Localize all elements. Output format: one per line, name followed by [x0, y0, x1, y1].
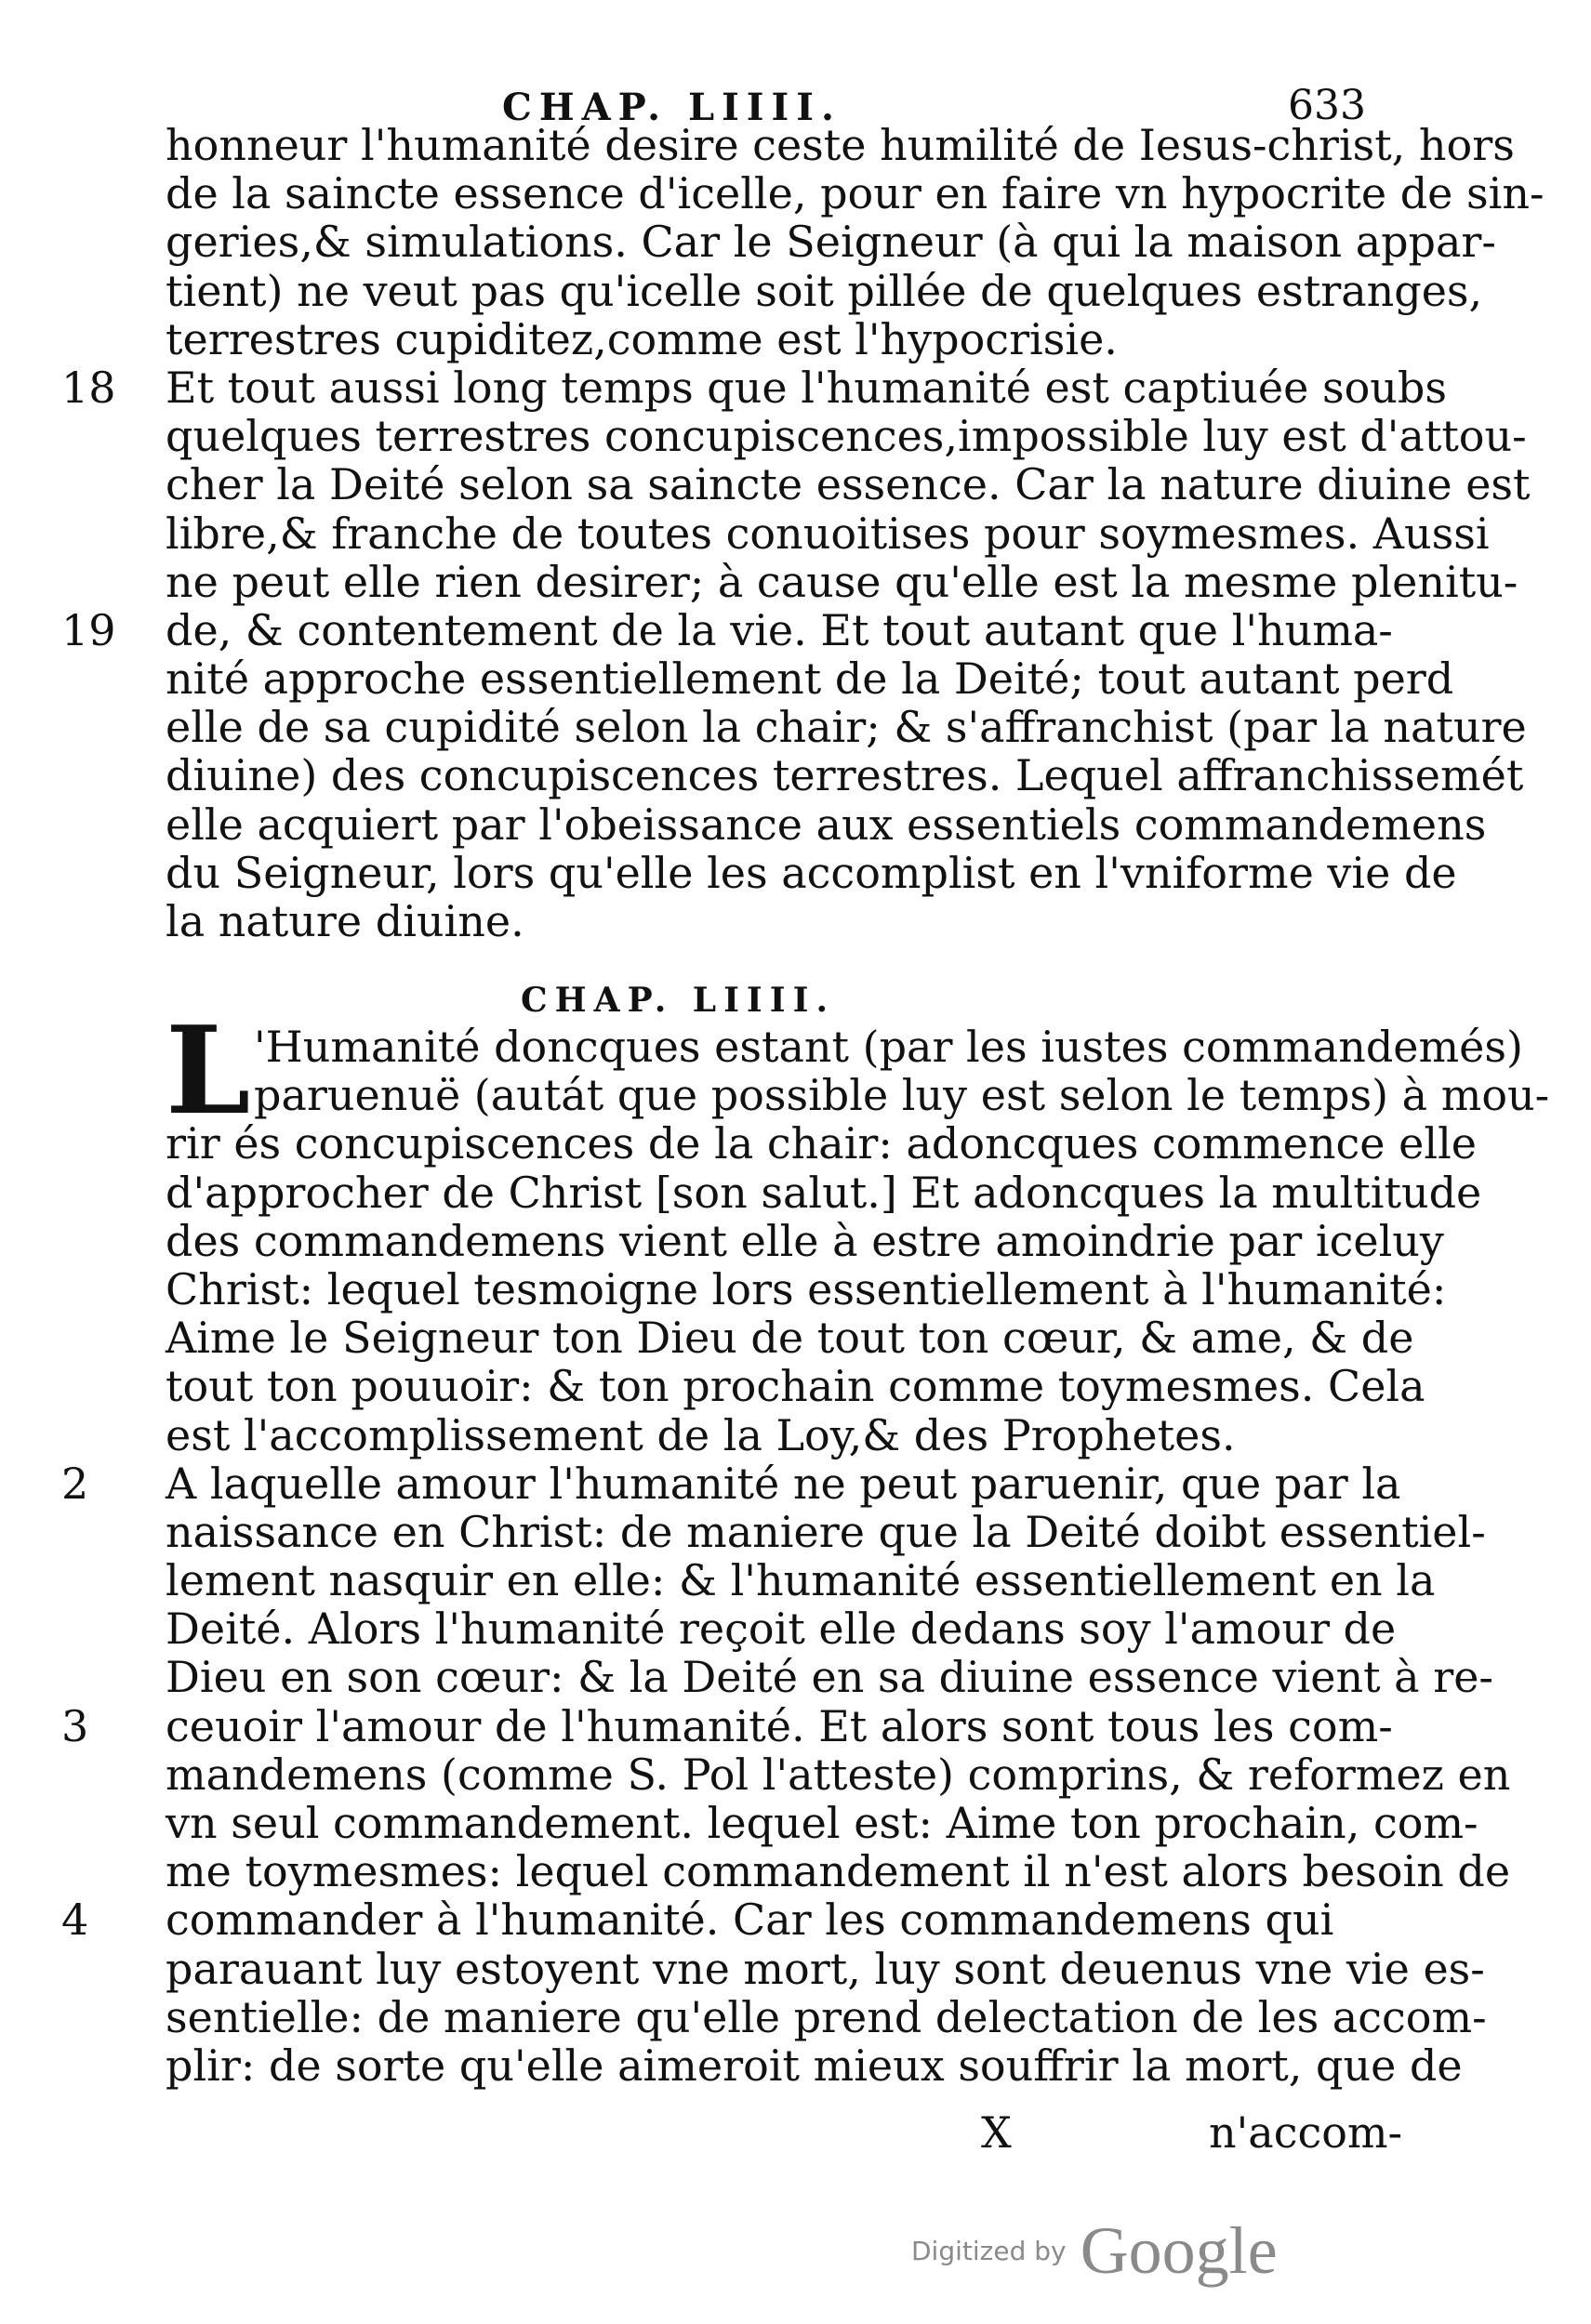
digitized-by-label: Digitized by — [911, 2236, 1067, 2266]
line-text: vn seul commandement. lequel est: Aime ton prochain, com- — [166, 1798, 1478, 1848]
line-text: nité approche essentiellement de la Deité; tout autant perd — [166, 654, 1454, 705]
digitized-footer — [911, 2212, 1278, 2290]
text-line — [166, 315, 1374, 363]
text-line — [166, 799, 1487, 850]
line-text: naissance en Christ: de maniere que la Deité doibt essentiel- — [166, 1506, 1486, 1557]
line-text: Et tout aussi long temps que l'humanité est captiuée soubs — [166, 362, 1447, 413]
line-text: elle de sa cupidité selon la chair; & s'affranchist (par la nature — [166, 702, 1527, 753]
text-line — [166, 120, 1515, 170]
text-line — [166, 459, 1531, 510]
line-text: sentielle: de maniere qu'elle prend delectation de les accom- — [166, 1991, 1487, 2042]
verse-number: 18 — [61, 362, 116, 413]
line-text: la nature diuine. — [166, 896, 524, 946]
line-text: diuine) des concupiscences terrestres. Lequel affranchissemét — [166, 750, 1524, 801]
line-text: ceuoir l'amour de l'humanité. Et alors sont tous les com- — [166, 1700, 1393, 1751]
line-text: plir: de sorte qu'elle aimeroit mieux souffrir la mort, que de — [166, 2040, 1463, 2091]
text-line — [166, 1361, 1425, 1412]
line-text: 'Humanité doncques estant (par les iustes commandemés) — [254, 1022, 1523, 1072]
text-line — [166, 1070, 1550, 1121]
verse-number: 4 — [61, 1895, 89, 1946]
text-line — [166, 750, 1524, 801]
text-line — [166, 1263, 1447, 1314]
text-line — [166, 1555, 1436, 1606]
text-line — [166, 1022, 1523, 1072]
text-line — [166, 1943, 1485, 1994]
line-text: lement nasquir en elle: & l'humanité essentiellement en la — [166, 1555, 1436, 1606]
line-text: Deité. Alors l'humanité reçoit elle dedans soy l'amour de — [166, 1604, 1397, 1655]
line-text: libre,& franche de toutes conuoitises pour soymesmes. Aussi — [166, 508, 1490, 559]
line-text: parauant luy estoyent vne mort, luy sont deuenus vne vie es- — [166, 1943, 1485, 1994]
text-line — [166, 1411, 1374, 1459]
text-line — [166, 508, 1490, 559]
line-text: ne peut elle rien desirer; à cause qu'elle est la mesme plenitu- — [166, 556, 1518, 607]
text-line — [166, 1506, 1486, 1557]
text-line — [166, 411, 1527, 462]
text-line — [166, 654, 1454, 705]
line-text: est l'accomplissement de la Loy,& des Prophetes. — [166, 1409, 1236, 1460]
running-header: CHAP. LIIII. — [502, 86, 842, 129]
line-text: commander à l'humanité. Car les commandemens qui — [166, 1895, 1334, 1946]
text-line — [166, 1749, 1511, 1800]
line-text: de, & contentement de la vie. Et tout autant que l'huma- — [166, 604, 1393, 655]
text-line — [166, 168, 1545, 219]
text-block-upper — [61, 120, 1545, 946]
text-line — [166, 556, 1518, 607]
line-text: des commandemens vient elle à estre amoindrie par iceluy — [166, 1215, 1444, 1266]
drop-cap-initial: L — [166, 999, 251, 1142]
line-text: de la saincte essence d'icelle, pour en faire vn hypocrite de sin- — [166, 168, 1545, 219]
text-line — [61, 604, 1393, 655]
line-text: me toymesmes: lequel commandement il n'est alors besoin de — [166, 1846, 1511, 1897]
line-text: rir és concupiscences de la chair: adoncques commence elle — [166, 1118, 1478, 1169]
verse-number: 19 — [61, 604, 116, 655]
text-line — [166, 1604, 1397, 1655]
text-line — [166, 702, 1527, 753]
text-line — [61, 1700, 1393, 1751]
text-line — [166, 1118, 1478, 1169]
catchword: n'accom- — [1209, 2107, 1403, 2158]
text-line — [61, 362, 1447, 413]
text-line — [166, 1215, 1444, 1266]
text-line — [166, 1798, 1478, 1848]
text-line — [61, 1458, 1401, 1509]
chapter-heading: CHAP. LIIII. — [521, 981, 835, 1020]
line-text: geries,& simulations. Car le Seigneur (à qui la maison appar- — [166, 217, 1496, 268]
text-block-lower — [61, 1022, 1550, 2091]
google-logo: Google — [1080, 2213, 1278, 2288]
page-number: 633 — [1288, 82, 1366, 129]
text-line — [166, 1652, 1493, 1703]
signature-mark: X — [981, 2107, 1012, 2158]
line-text: terrestres cupiditez,comme est l'hypocrisie. — [166, 313, 1118, 364]
text-line — [61, 1895, 1374, 1946]
line-text: A laquelle amour l'humanité ne peut paruenir, que par la — [166, 1458, 1401, 1509]
line-text: du Seigneur, lors qu'elle les accomplist en l'vniforme vie de — [166, 847, 1457, 898]
line-text: Christ: lequel tesmoigne lors essentiellement à l'humanité: — [166, 1263, 1447, 1314]
line-text: paruenuë (autát que possible luy est selon le temps) à mou- — [254, 1070, 1550, 1121]
text-line — [166, 1313, 1414, 1364]
text-line — [166, 897, 1374, 945]
text-line — [166, 2040, 1463, 2091]
verse-number: 2 — [61, 1458, 89, 1509]
line-text: quelques terrestres concupiscences,impossible luy est d'attou- — [166, 411, 1527, 462]
text-line — [166, 1991, 1487, 2042]
line-text: Aime le Seigneur ton Dieu de tout ton cœur, & ame, & de — [166, 1313, 1414, 1364]
text-line — [166, 1167, 1482, 1218]
verse-number: 3 — [61, 1700, 89, 1751]
line-text: Dieu en son cœur: & la Deité en sa diuine essence vient à re- — [166, 1652, 1493, 1703]
text-line — [166, 1846, 1511, 1897]
line-text: mandemens (comme S. Pol l'atteste) comprins, & reformez en — [166, 1749, 1511, 1800]
text-line — [166, 847, 1457, 898]
text-line — [166, 217, 1496, 268]
line-text: tient) ne veut pas qu'icelle soit pillée de quelques estranges, — [166, 265, 1483, 316]
text-line — [166, 265, 1483, 316]
line-text: honneur l'humanité desire ceste humilité de Iesus-christ, hors — [166, 120, 1515, 170]
line-text: cher la Deité selon sa saincte essence. Car la nature diuine est — [166, 459, 1531, 510]
line-text: tout ton pouuoir: & ton prochain comme toymesmes. Cela — [166, 1361, 1425, 1412]
line-text: elle acquiert par l'obeissance aux essentiels commandemens — [166, 799, 1487, 850]
line-text: d'approcher de Christ [son salut.] Et adoncques la multitude — [166, 1167, 1482, 1218]
